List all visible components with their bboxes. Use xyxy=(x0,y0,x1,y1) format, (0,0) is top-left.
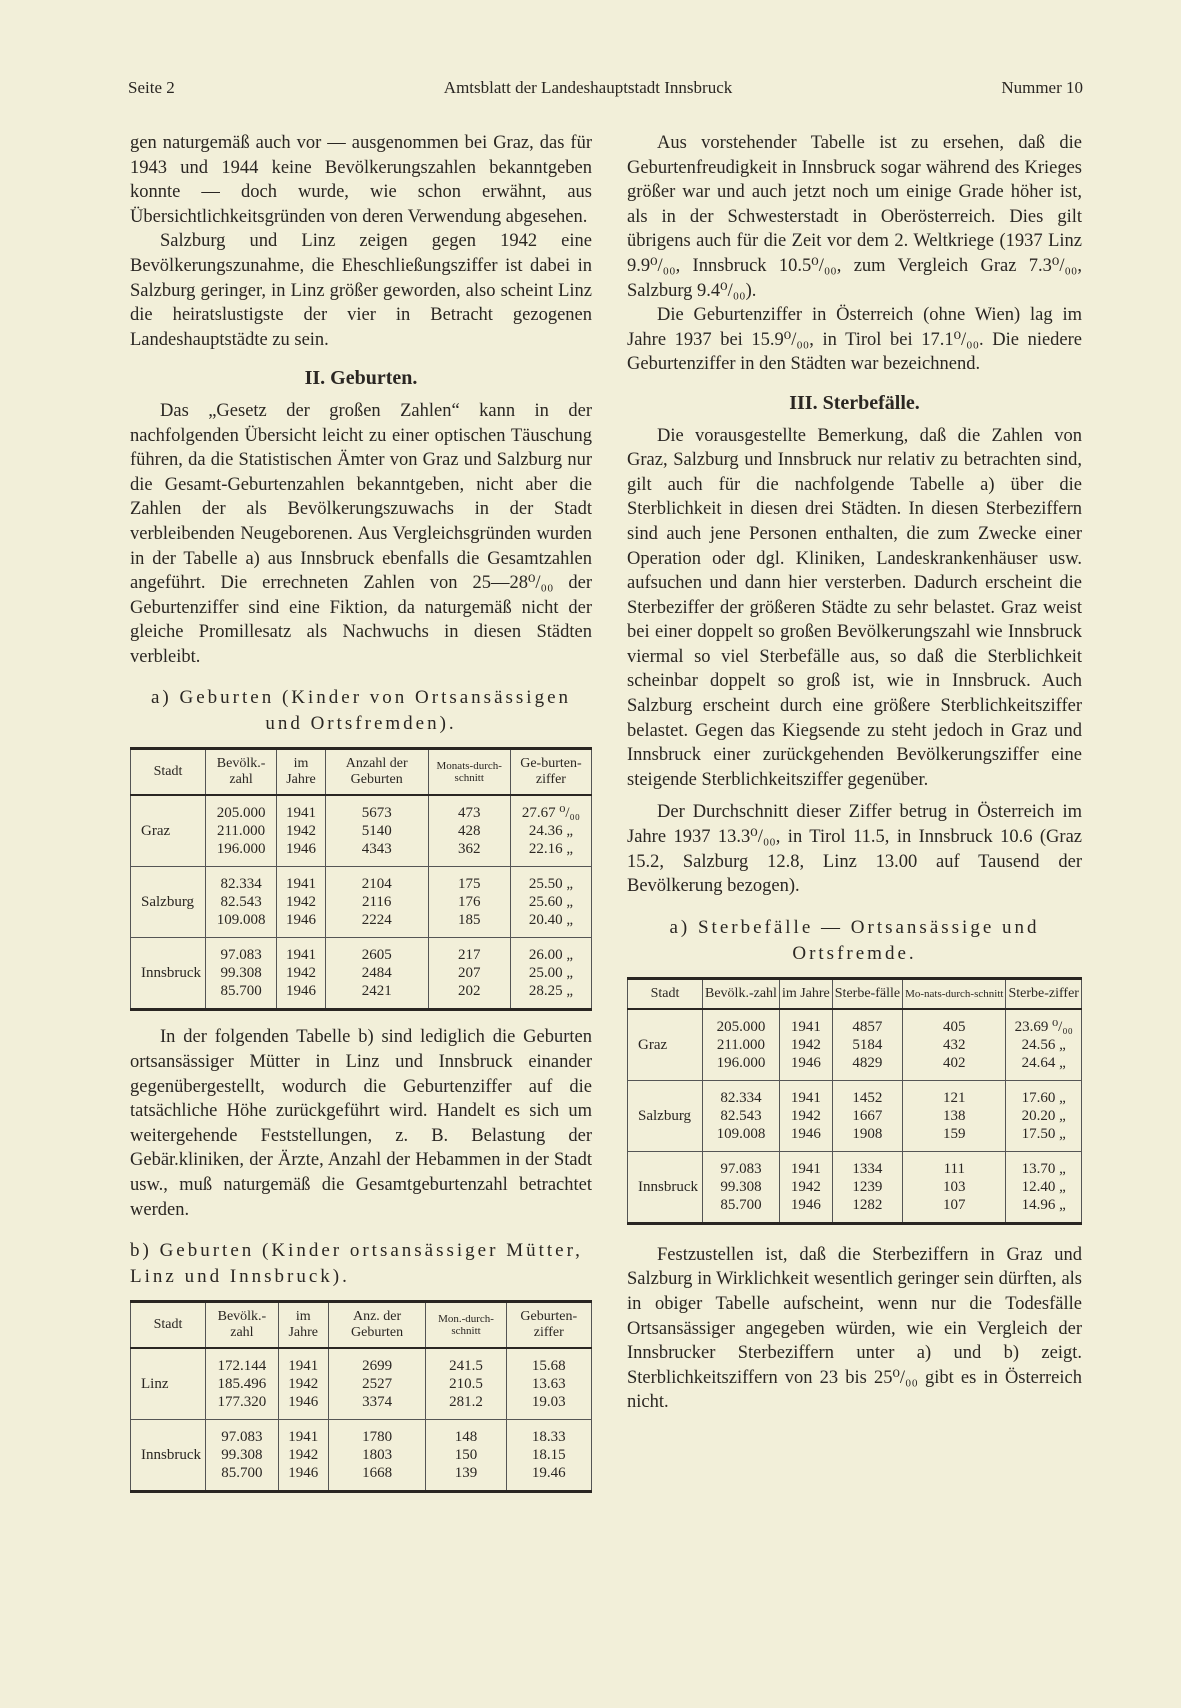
value: 150 xyxy=(454,1447,478,1464)
value: 24.64 „ xyxy=(1021,1054,1066,1071)
value: 1908 xyxy=(852,1125,883,1142)
column-header: Sterbe-fälle xyxy=(832,978,902,1009)
avg-cell xyxy=(903,1080,1006,1151)
value: 196.000 xyxy=(716,1054,766,1071)
column-header: im Jahre xyxy=(278,1302,328,1349)
table-header-row xyxy=(131,1302,592,1349)
value: 432 xyxy=(943,1036,966,1053)
avg-cell xyxy=(426,1420,506,1492)
column-header: Stadt xyxy=(131,1302,206,1349)
value: 85.700 xyxy=(221,1465,263,1482)
column-header: Bevölk.-zahl xyxy=(206,749,277,796)
year-cell xyxy=(779,1151,832,1223)
paragraph: In der folgenden Tabelle b) sind lediglich die Geburten ortsansässiger Mütter in Linz und Innsbruck einander gegenübergestellt, wodurch die Geburtenziffer auf die tatsächliche Höhe zurückgeführt wird. Handelt es sich um weitergehende Feststellungen, z. B. Belastung der Gebär.kliniken, der Ärzte, Anzahl der Hebammen in der Stadt usw., muß naturgemäß die Gesamtgeburtenzahl betrachtet werden. xyxy=(130,1027,592,1220)
avg-cell xyxy=(903,1151,1006,1223)
value: 85.700 xyxy=(720,1196,762,1213)
value: 25.60 „ xyxy=(528,894,573,911)
column-header: im Jahre xyxy=(277,749,326,796)
value: 1946 xyxy=(790,1054,821,1071)
value: 5140 xyxy=(361,823,392,840)
value: 23.69 ⁰/₀₀ xyxy=(1014,1018,1073,1035)
table-header-row xyxy=(628,978,1082,1009)
rate-cell xyxy=(1006,1009,1082,1081)
n-cell xyxy=(832,1009,902,1081)
n-cell xyxy=(325,938,428,1010)
births-table-a xyxy=(130,747,592,1011)
value: 4857 xyxy=(852,1018,883,1035)
value: 25.50 „ xyxy=(528,876,573,893)
value: 82.334 xyxy=(720,1089,762,1106)
value: 1239 xyxy=(852,1178,883,1195)
births-table-b xyxy=(130,1300,592,1493)
value: 405 xyxy=(943,1018,966,1035)
value: 1946 xyxy=(790,1196,821,1213)
value: 207 xyxy=(457,965,481,982)
rate-cell xyxy=(510,938,591,1010)
value: 17.60 „ xyxy=(1021,1089,1066,1106)
value: 28.25 „ xyxy=(528,983,573,1000)
column-header: Sterbe-ziffer xyxy=(1006,978,1082,1009)
value: 2224 xyxy=(361,912,392,929)
value: 107 xyxy=(943,1196,966,1213)
value: 22.16 „ xyxy=(528,841,573,858)
left-column xyxy=(130,131,592,1493)
year-cell xyxy=(278,1420,328,1492)
table-caption-b: b) Geburten (Kinder ortsansässiger Mütter, Linz und Innsbruck). xyxy=(130,1240,583,1288)
rate-cell xyxy=(506,1420,591,1492)
table-row-group xyxy=(131,1348,592,1420)
n-cell xyxy=(328,1420,426,1492)
paragraph: Das „Gesetz der großen Zahlen“ kann in der nachfolgenden Übersicht leicht zu einer optischen Täuschung führen, da die Statistischen Ämter von Graz und Salzburg nur die Gesamt-Geburtenzahlen bekanntgeben, nicht aber die Zahlen der als Bevölkerungszuwachs in der Stadt verbleibenden Neugeborenen. Aus Vergleichsgründen wurden in der Tabelle a) aus Innsbruck ebenfalls die Gesamtzahlen angeführt. Die errechneten Zahlen von 25—28⁰/₀₀ der Geburtenziffer sind eine Fiktion, da naturgemäß nicht der gleiche Promillesatz als Nachwuchs in diesen Städten verbleibt. xyxy=(130,400,592,667)
n-cell xyxy=(832,1080,902,1151)
n-cell xyxy=(328,1348,426,1420)
year-cell xyxy=(779,1009,832,1081)
rate-cell xyxy=(506,1348,591,1420)
value: 1941 xyxy=(790,1089,821,1106)
pop-cell xyxy=(206,795,277,867)
value: 14.96 „ xyxy=(1021,1196,1066,1213)
value: 1946 xyxy=(285,912,316,929)
column-header: Mon.-durch-schnitt xyxy=(426,1302,506,1349)
value: 2699 xyxy=(362,1358,393,1375)
value: 25.00 „ xyxy=(528,965,573,982)
value: 1334 xyxy=(852,1160,883,1177)
city-cell: Graz xyxy=(131,795,206,867)
value: 1668 xyxy=(362,1465,393,1482)
value: 211.000 xyxy=(716,1036,766,1053)
value: 205.000 xyxy=(216,805,266,822)
value: 202 xyxy=(457,983,481,1000)
value: 1282 xyxy=(852,1196,883,1213)
pop-cell xyxy=(206,867,277,938)
value: 27.67 ⁰/₀₀ xyxy=(521,805,580,822)
avg-cell xyxy=(903,1009,1006,1081)
avg-cell xyxy=(428,938,510,1010)
value: 1941 xyxy=(285,876,316,893)
value: 20.20 „ xyxy=(1021,1107,1066,1124)
value: 20.40 „ xyxy=(528,912,573,929)
value: 97.083 xyxy=(720,1160,762,1177)
value: 99.308 xyxy=(720,1178,762,1195)
value: 185 xyxy=(457,912,481,929)
avg-cell xyxy=(428,867,510,938)
value: 1946 xyxy=(288,1394,319,1411)
paragraph: Festzustellen ist, daß die Sterbeziffern in Graz und Salzburg in Wirklichkeit wesentlich geringer sein dürften, als in obiger Tabelle aufscheint, wenn nur die Todesfälle Ortsansässiger angegeben würden, wie ein Vergleich der Innsbrucker Sterbeziffern unter a) und b) zeigt. Sterblichkeitsziffern von 23 bis 25⁰/₀₀ gibt es in Österreich nicht. xyxy=(627,1244,1082,1413)
n-cell xyxy=(325,867,428,938)
column-header: Bevölk.-zahl xyxy=(206,1302,279,1349)
value: 13.63 xyxy=(531,1376,566,1393)
column-header: Monats-durch-schnitt xyxy=(428,749,510,796)
value: 1942 xyxy=(790,1107,821,1124)
value: 1946 xyxy=(285,841,316,858)
table-row-group xyxy=(131,938,592,1010)
value: 2605 xyxy=(361,947,392,964)
value: 103 xyxy=(943,1178,966,1195)
value: 205.000 xyxy=(716,1018,766,1035)
value: 362 xyxy=(457,841,481,858)
value: 121 xyxy=(943,1089,966,1106)
value: 1942 xyxy=(285,965,316,982)
pop-cell xyxy=(703,1009,780,1081)
paragraph: Salzburg und Linz zeigen gegen 1942 eine Bevölkerungszunahme, die Eheschließungsziffer ist dabei in Salzburg geringer, in Linz größer geworden, also scheint Linz die heiratslustigste der vier in Betracht gezogenen Landeshauptstädte zu sein. xyxy=(130,231,592,350)
value: 4829 xyxy=(852,1054,883,1071)
value: 177.320 xyxy=(217,1394,267,1411)
deaths-table xyxy=(627,977,1082,1225)
value: 5673 xyxy=(361,805,392,822)
value: 1942 xyxy=(288,1376,319,1393)
value: 428 xyxy=(457,823,481,840)
city-cell: Salzburg xyxy=(131,867,206,938)
column-header: Anzahl der Geburten xyxy=(325,749,428,796)
value: 2116 xyxy=(361,894,392,911)
page-header xyxy=(128,78,1083,98)
column-header: Mo-nats-durch-schnitt xyxy=(903,978,1006,1009)
section-heading-deaths: III. Sterbefälle. xyxy=(789,391,920,414)
paragraph: Aus vorstehender Tabelle ist zu ersehen, daß die Geburtenfreudigkeit in Innsbruck sogar während des Krieges größer war und auch jetzt noch um einige Grade höher ist, als in der Schwesterstadt in Oberösterreich. Dies gilt übrigens auch für die Zeit vor dem 2. Weltkriege (1937 Linz 9.9⁰/₀₀, Innsbruck 10.5⁰/₀₀, zum Vergleich Graz 7.3⁰/₀₀, Salzburg 9.4⁰/₀₀). xyxy=(627,133,1082,301)
value: 4343 xyxy=(361,841,392,858)
value: 15.68 xyxy=(531,1358,566,1375)
value: 2484 xyxy=(361,965,392,982)
rate-cell xyxy=(510,867,591,938)
value: 12.40 „ xyxy=(1021,1178,1066,1195)
value: 1946 xyxy=(285,983,316,1000)
rate-cell xyxy=(1006,1151,1082,1223)
page-number: Seite 2 xyxy=(128,78,175,97)
value: 3374 xyxy=(362,1394,393,1411)
avg-cell xyxy=(428,795,510,867)
value: 1942 xyxy=(790,1178,821,1195)
table-header-row xyxy=(131,749,592,796)
year-cell xyxy=(278,1348,328,1420)
value: 19.03 xyxy=(531,1394,566,1411)
pop-cell xyxy=(206,938,277,1010)
table-caption-deaths: a) Sterbefälle — Ortsansässige und Ortsfremde. xyxy=(669,916,1040,964)
pop-cell xyxy=(206,1348,279,1420)
city-cell: Innsbruck xyxy=(628,1151,703,1223)
right-column xyxy=(627,131,1082,1415)
value: 172.144 xyxy=(217,1358,267,1375)
paragraph: Die vorausgestellte Bemerkung, daß die Zahlen von Graz, Salzburg und Innsbruck nur relativ zu betrachten sind, gilt auch für die nachfolgende Tabelle a) über die Sterblichkeit in diesen drei Städten. In diesen Sterbeziffern sind auch jene Personen enthalten, die zum Zwecke einer Operation oder dgl. Kliniken, Landeskrankenhäuser usw. aufsuchen und dann hier versterben. Dadurch erscheint die Sterbeziffer der größeren Städte zu sehr belastet. Graz weist bei einer doppelt so großen Bevölkerungszahl wie Innsbruck viermal so viel Sterbefälle aus, so daß die Sterblichkeit scheinbar doppelt so groß ist, wie in Innsbruck. Auch Salzburg erscheint durch eine größere Sterblichkeitsziffer belastet. Gegen das Kiegsende zu steht jedoch in Graz und Innsbruck einer zurückgehenden Bevölkerungsziffer eine steigende Sterblichkeitsziffer gegenüber. xyxy=(627,425,1082,790)
n-cell xyxy=(832,1151,902,1223)
value: 24.56 „ xyxy=(1021,1036,1066,1053)
value: 196.000 xyxy=(216,841,266,858)
value: 217 xyxy=(457,947,481,964)
issue-number: Nummer 10 xyxy=(1001,78,1083,97)
value: 473 xyxy=(457,805,481,822)
city-cell: Innsbruck xyxy=(131,938,206,1010)
value: 1780 xyxy=(362,1429,393,1446)
value: 148 xyxy=(454,1429,478,1446)
value: 138 xyxy=(943,1107,966,1124)
table-row-group xyxy=(131,795,592,867)
value: 1941 xyxy=(790,1018,821,1035)
table-row-group xyxy=(628,1080,1082,1151)
value: 19.46 xyxy=(531,1465,566,1482)
table-caption-a: a) Geburten (Kinder von Ortsansässigen und Ortsfremden). xyxy=(150,687,572,735)
value: 281.2 xyxy=(449,1394,483,1411)
value: 2421 xyxy=(361,983,392,1000)
publication-title: Amtsblatt der Landeshauptstadt Innsbruck xyxy=(443,78,733,97)
avg-cell xyxy=(426,1348,506,1420)
year-cell xyxy=(779,1080,832,1151)
value: 2104 xyxy=(361,876,392,893)
value: 1946 xyxy=(790,1125,821,1142)
column-header: Stadt xyxy=(131,749,206,796)
pop-cell xyxy=(703,1151,780,1223)
year-cell xyxy=(277,938,326,1010)
value: 99.308 xyxy=(221,1447,263,1464)
table-row-group xyxy=(628,1009,1082,1081)
value: 13.70 „ xyxy=(1021,1160,1066,1177)
value: 211.000 xyxy=(216,823,266,840)
section-heading-births: II. Geburten. xyxy=(304,367,418,390)
value: 2527 xyxy=(362,1376,393,1393)
value: 139 xyxy=(454,1465,478,1482)
value: 85.700 xyxy=(220,983,262,1000)
column-header: Ge-burten-ziffer xyxy=(510,749,591,796)
rate-cell xyxy=(510,795,591,867)
city-cell: Linz xyxy=(131,1348,206,1420)
value: 99.308 xyxy=(220,965,262,982)
column-header: Geburten-ziffer xyxy=(506,1302,591,1349)
value: 185.496 xyxy=(217,1376,267,1393)
city-cell: Innsbruck xyxy=(131,1420,206,1492)
value: 18.15 xyxy=(531,1447,566,1464)
value: 82.334 xyxy=(220,876,262,893)
year-cell xyxy=(277,867,326,938)
paragraph: Die Geburtenziffer in Österreich (ohne Wien) lag im Jahre 1937 bei 15.9⁰/₀₀, in Tirol bei 17.1⁰/₀₀. Die niedere Geburtenziffer in den Städten war bezeichnend. xyxy=(627,305,1082,375)
value: 1942 xyxy=(285,823,316,840)
city-cell: Salzburg xyxy=(628,1080,703,1151)
value: 1803 xyxy=(362,1447,393,1464)
column-header: Bevölk.-zahl xyxy=(703,978,780,1009)
value: 111 xyxy=(943,1160,965,1177)
value: 1941 xyxy=(285,947,316,964)
column-header: Stadt xyxy=(628,978,703,1009)
value: 109.008 xyxy=(716,1125,766,1142)
value: 1942 xyxy=(285,894,316,911)
table-row-group xyxy=(131,867,592,938)
value: 17.50 „ xyxy=(1021,1125,1066,1142)
value: 1942 xyxy=(288,1447,319,1464)
value: 97.083 xyxy=(221,1429,263,1446)
n-cell xyxy=(325,795,428,867)
value: 1667 xyxy=(852,1107,883,1124)
paragraph: Der Durchschnitt dieser Ziffer betrug in Österreich im Jahre 1937 13.3⁰/₀₀, in Tirol 11.5, in Innsbruck 10.6 (Graz 15.2, Salzburg 12.8, Linz 13.00 auf Tausend der Bevölkerung bezogen). xyxy=(627,802,1082,897)
value: 1941 xyxy=(790,1160,821,1177)
value: 1941 xyxy=(288,1358,319,1375)
column-header: im Jahre xyxy=(779,978,832,1009)
value: 18.33 xyxy=(531,1429,566,1446)
value: 210.5 xyxy=(449,1376,483,1393)
value: 82.543 xyxy=(720,1107,762,1124)
value: 1452 xyxy=(852,1089,883,1106)
city-cell: Graz xyxy=(628,1009,703,1081)
value: 1942 xyxy=(790,1036,821,1053)
value: 24.36 „ xyxy=(528,823,573,840)
year-cell xyxy=(277,795,326,867)
pop-cell xyxy=(703,1080,780,1151)
value: 159 xyxy=(943,1125,966,1142)
value: 175 xyxy=(457,876,481,893)
value: 97.083 xyxy=(220,947,262,964)
value: 5184 xyxy=(852,1036,883,1053)
table-row-group xyxy=(628,1151,1082,1223)
pop-cell xyxy=(206,1420,279,1492)
value: 109.008 xyxy=(216,912,266,929)
table-row-group xyxy=(131,1420,592,1492)
value: 1941 xyxy=(285,805,316,822)
value: 1946 xyxy=(288,1465,319,1482)
value: 176 xyxy=(457,894,481,911)
value: 402 xyxy=(943,1054,966,1071)
value: 241.5 xyxy=(449,1358,483,1375)
value: 26.00 „ xyxy=(528,947,573,964)
value: 82.543 xyxy=(220,894,262,911)
value: 1941 xyxy=(288,1429,319,1446)
column-header: Anz. der Geburten xyxy=(328,1302,426,1349)
paragraph: gen naturgemäß auch vor — ausgenommen bei Graz, das für 1943 und 1944 keine Bevölkerungszahlen bekanntgeben konnte — doch wurde, wie schon erwähnt, aus Übersichtlichkeitsgründen von deren Verwendung abgesehen. xyxy=(130,133,592,227)
rate-cell xyxy=(1006,1080,1082,1151)
